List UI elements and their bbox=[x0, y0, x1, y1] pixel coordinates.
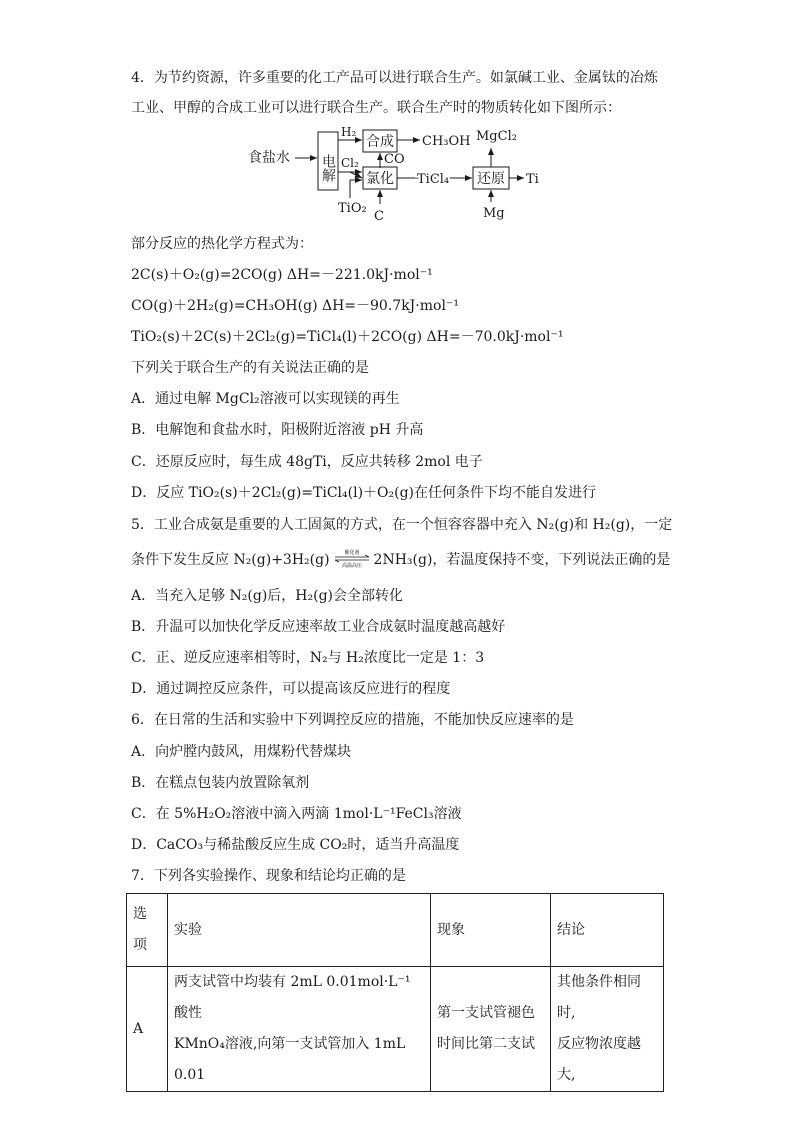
equilibrium-arrow-icon bbox=[332, 548, 372, 568]
row-a-phenomenon bbox=[431, 967, 551, 1092]
tio2-label: TiO₂ bbox=[338, 201, 367, 216]
q5-stem-line2 bbox=[131, 548, 670, 570]
condition-bottom-label: 高温高压 bbox=[341, 563, 362, 568]
header-option-top: 选 bbox=[133, 906, 147, 922]
c-label: C bbox=[374, 209, 384, 224]
header-option bbox=[127, 894, 168, 967]
q4-intro: 部分反应的热化学方程式为： bbox=[131, 236, 313, 252]
q5-option-d: D．通过调控反应条件，可以提高该反应进行的程度 bbox=[131, 681, 451, 697]
table-header-row bbox=[127, 894, 664, 967]
q4-equation-1: 2C(s)＋O₂(g)=2CO(g) ΔH=－221.0kJ·mol⁻¹ bbox=[131, 267, 433, 283]
row-a-phenomenon-line1: 第一支试管褪色 bbox=[437, 1005, 535, 1021]
row-a-experiment-line1: 两支试管中均装有 2mL 0.01mol·L⁻¹酸性 bbox=[174, 974, 411, 1021]
q6-stem: 6．在日常的生活和实验中下列调控反应的措施，不能加快反应速率的是 bbox=[131, 712, 574, 728]
ch3oh-label: CH₃OH bbox=[422, 134, 471, 149]
row-a-conclusion-line1: 其他条件相同时, bbox=[557, 974, 641, 1021]
q5-option-b: B．升温可以加快化学反应速率故工业合成氨时温度越高越好 bbox=[131, 619, 506, 635]
q6-option-d: D．CaCO₃与稀盐酸反应生成 CO₂时，适当升高温度 bbox=[131, 837, 460, 853]
condition-top-label: 催化剂 bbox=[344, 550, 360, 556]
q4-stem-line1: 4．为节约资源，许多重要的化工产品可以进行联合生产。如氯碱工业、金属钛的冶炼 bbox=[131, 70, 658, 86]
mgcl2-label: MgCl₂ bbox=[476, 129, 517, 144]
q4-option-c: C．还原反应时，每生成 48gTi，反应共转移 2mol 电子 bbox=[131, 454, 483, 470]
row-a-phenomenon-line2: 时间比第二支试 bbox=[437, 1036, 535, 1052]
q4-stem-line2: 工业、甲醇的合成工业可以进行联合生产。联合生产时的物质转化如下图所示： bbox=[131, 100, 621, 116]
row-a-experiment bbox=[168, 967, 431, 1092]
header-option-bottom: 项 bbox=[133, 937, 147, 953]
q7-table bbox=[126, 893, 664, 1092]
q6-option-b: B．在糕点包装内放置除氧剂 bbox=[131, 775, 310, 791]
q5-reaction-right: 2NH₃(g)，若温度保持不变，下列说法正确的是 bbox=[373, 552, 671, 568]
q6-option-a: A．向炉膛内鼓风，用煤粉代替煤块 bbox=[131, 744, 352, 760]
process-flow-diagram bbox=[240, 120, 560, 225]
ti-label: Ti bbox=[526, 172, 539, 187]
row-a-conclusion bbox=[551, 967, 664, 1092]
row-a-experiment-line2: KMnO₄溶液,向第一支试管加入 1mL 0.01 bbox=[174, 1036, 406, 1083]
q4-option-b: B．电解饱和食盐水时，阳极附近溶液 pH 升高 bbox=[131, 422, 424, 438]
co-label: CO bbox=[384, 152, 405, 167]
q4-equation-3: TiO₂(s)＋2C(s)＋2Cl₂(g)=TiCl₄(l)＋2CO(g) ΔH=－70.0kJ·mol⁻¹ bbox=[131, 329, 564, 345]
ticl4-label: TiCl₄ bbox=[417, 172, 450, 187]
synthesis-label: 合成 bbox=[366, 134, 394, 150]
chlorination-label: 氯化 bbox=[366, 171, 394, 187]
q4-option-a: A．通过电解 MgCl₂溶液可以实现镁的再生 bbox=[131, 391, 400, 407]
q5-option-c: C．正、逆反应速率相等时，N₂与 H₂浓度比一定是 1：3 bbox=[131, 650, 485, 666]
q5-option-a: A．当充入足够 N₂(g)后，H₂(g)会全部转化 bbox=[131, 588, 404, 604]
q7-stem: 7．下列各实验操作、现象和结论均正确的是 bbox=[131, 868, 406, 884]
h2-label: H₂ bbox=[341, 125, 357, 139]
row-a-option: A bbox=[127, 967, 168, 1092]
header-phenomenon: 现象 bbox=[431, 894, 551, 967]
electrolysis-label: 电解 bbox=[320, 154, 336, 182]
q6-option-c: C．在 5%H₂O₂溶液中滴入两滴 1mol·L⁻¹FeCl₃溶液 bbox=[131, 806, 462, 822]
brine-label: 食盐水 bbox=[248, 150, 290, 166]
cl2-arrow bbox=[350, 172, 362, 178]
q4-equation-2: CO(g)＋2H₂(g)=CH₃OH(g) ΔH=－90.7kJ·mol⁻¹ bbox=[131, 298, 459, 314]
header-experiment: 实验 bbox=[168, 894, 431, 967]
q5-reaction-left: 条件下发生反应 N₂(g)+3H₂(g) bbox=[131, 552, 330, 568]
cl2-label: Cl₂ bbox=[341, 156, 359, 170]
mg-label: Mg bbox=[483, 206, 505, 221]
q4-option-d: D．反应 TiO₂(s)＋2Cl₂(g)=TiCl₄(l)＋O₂(g)在任何条件下均不能自发进行 bbox=[131, 485, 597, 501]
header-conclusion: 结论 bbox=[551, 894, 664, 967]
q4-question: 下列关于联合生产的有关说法正确的是 bbox=[131, 360, 369, 376]
table-row bbox=[127, 967, 664, 1092]
row-a-conclusion-line2: 反应物浓度越大, bbox=[557, 1036, 641, 1083]
q5-stem-line1: 5．工业合成氨是重要的人工固氮的方式，在一个恒容容器中充入 N₂(g)和 H₂(g)，一定 bbox=[131, 517, 673, 533]
reduction-label: 还原 bbox=[477, 171, 505, 187]
